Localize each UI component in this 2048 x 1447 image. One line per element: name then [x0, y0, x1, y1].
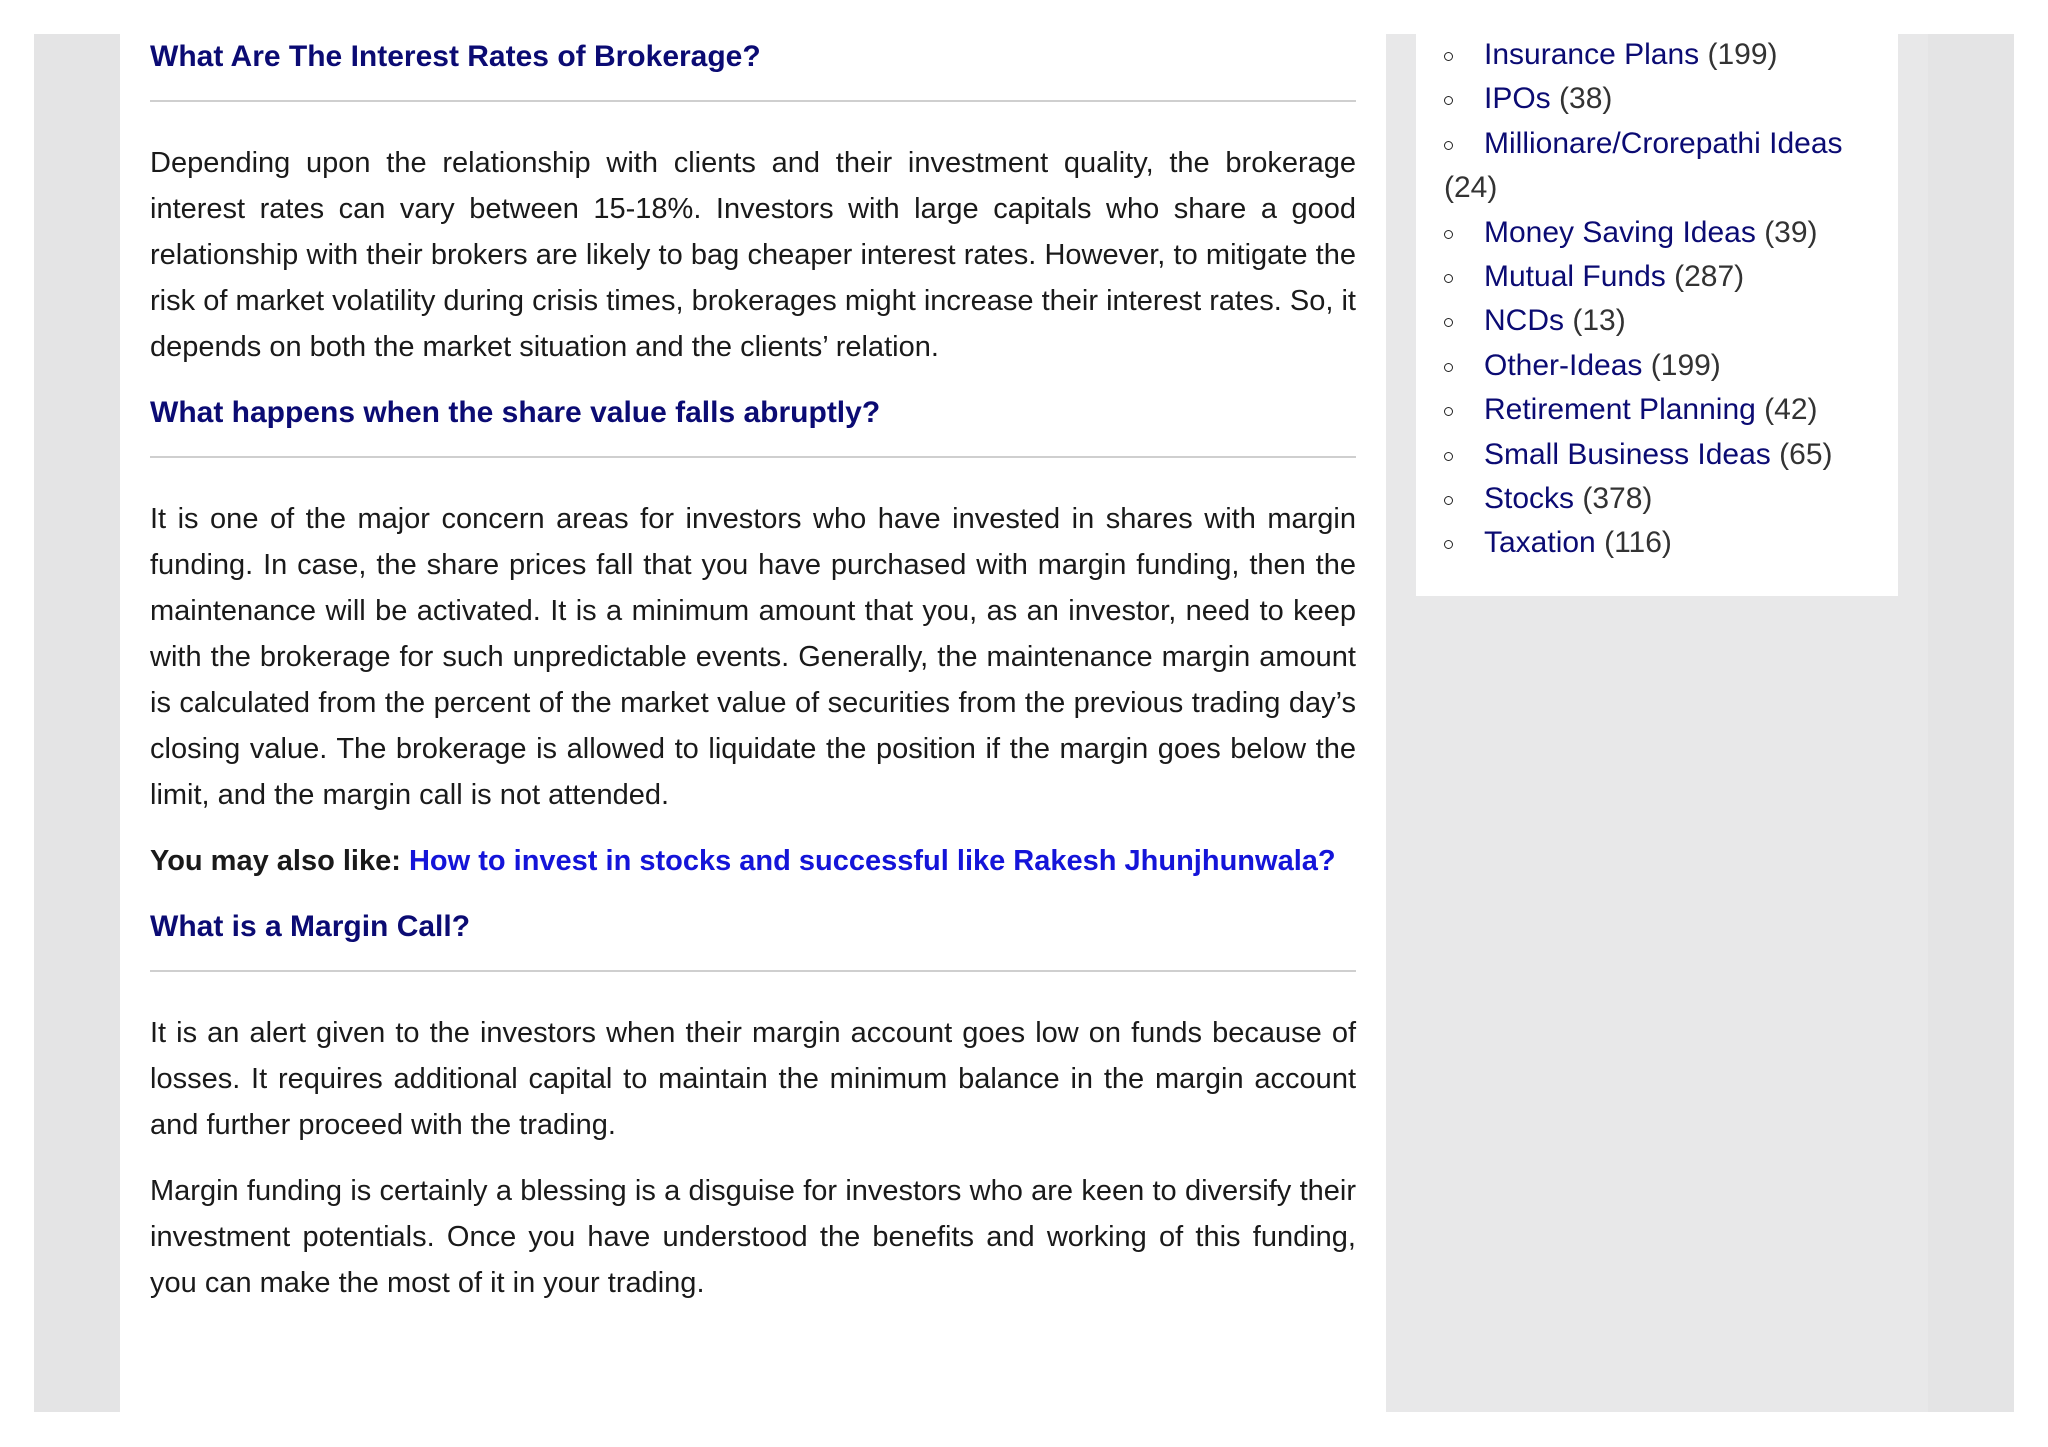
- category-count: (199): [1650, 348, 1721, 382]
- category-list: [1444, 33, 1864, 566]
- also-like-label: You may also like:: [150, 845, 401, 877]
- paragraph: It is an alert given to the investors when their margin account goes low on funds because of losses. It requires additional capital to maintain the minimum balance in the margin account and further proceed with the trading.: [150, 1017, 1356, 1141]
- category-link[interactable]: IPOs: [1484, 82, 1551, 116]
- paragraph: Margin funding is certainly a blessing is a disguise for investors who are keen to diversify their investment potentials. Once you have understood the benefits and working of this funding, you can make the most of it in your trading.: [150, 1175, 1356, 1299]
- circle-bullet-icon: [1444, 407, 1453, 416]
- list-item: [1444, 344, 1864, 388]
- category-link[interactable]: Taxation: [1484, 526, 1596, 560]
- category-count: (42): [1764, 393, 1818, 427]
- circle-bullet-icon: [1444, 141, 1453, 150]
- list-item: [1444, 77, 1864, 121]
- category-count: (65): [1779, 437, 1833, 471]
- category-link[interactable]: Other-Ideas: [1484, 348, 1643, 382]
- category-link[interactable]: NCDs: [1484, 304, 1564, 338]
- circle-bullet-icon: [1444, 452, 1453, 461]
- category-link[interactable]: Money Saving Ideas: [1484, 215, 1756, 249]
- category-count: (13): [1572, 304, 1626, 338]
- category-count: (24): [1444, 171, 1498, 205]
- category-link[interactable]: Retirement Planning: [1484, 393, 1756, 427]
- list-item: [1444, 255, 1864, 299]
- category-count: (39): [1764, 215, 1818, 249]
- section-heading-interest-rates: What Are The Interest Rates of Brokerage?: [150, 40, 761, 73]
- list-item: [1444, 33, 1864, 77]
- section-heading-share-value-falls: What happens when the share value falls abruptly?: [150, 396, 881, 429]
- circle-bullet-icon: [1444, 274, 1453, 283]
- circle-bullet-icon: [1444, 52, 1453, 61]
- paragraph: It is one of the major concern areas for investors who have invested in shares with margin funding. In case, the share prices fall that you have purchased with margin funding, then the maintenance will be activated. It is a minimum amount that you, as an investor, need to keep with the brokerage for such unpredictable events. Generally, the maintenance margin amount is calculated from the percent of the market value of securities from the previous trading day’s closing value. The brokerage is allowed to liquidate the position if the margin goes below the limit, and the margin call is not attended.: [150, 503, 1356, 811]
- circle-bullet-icon: [1444, 318, 1453, 327]
- category-link[interactable]: Millionare/Crorepathi Ideas: [1484, 126, 1843, 160]
- category-count: (116): [1604, 526, 1672, 560]
- list-item: [1444, 477, 1864, 521]
- circle-bullet-icon: [1444, 540, 1453, 549]
- category-link[interactable]: Mutual Funds: [1484, 260, 1666, 294]
- category-count: (38): [1559, 82, 1613, 116]
- also-like-callout: [150, 838, 1356, 884]
- category-count: (378): [1582, 482, 1653, 516]
- category-link[interactable]: Stocks: [1484, 482, 1575, 516]
- category-count: (287): [1674, 260, 1745, 294]
- circle-bullet-icon: [1444, 230, 1453, 239]
- category-link[interactable]: Small Business Ideas: [1484, 437, 1771, 471]
- category-count: (199): [1707, 38, 1778, 71]
- paragraph: Depending upon the relationship with clients and their investment quality, the brokerage interest rates can vary between 15-18%. Investors with large capitals who share a good relationship with their brokers are likely to bag cheaper interest rates. However, to mitigate the risk of market volatility during crisis times, brokerages might increase their interest rates. So, it depends on both the market situation and the clients’ relation.: [150, 147, 1356, 363]
- circle-bullet-icon: [1444, 363, 1453, 372]
- list-item: [1444, 388, 1864, 432]
- list-item: [1444, 211, 1864, 255]
- list-item: [1444, 433, 1864, 477]
- category-link[interactable]: Insurance Plans: [1484, 38, 1700, 71]
- list-item: [1444, 122, 1864, 211]
- circle-bullet-icon: [1444, 96, 1453, 105]
- list-item: [1444, 521, 1864, 565]
- section-heading-margin-call: What is a Margin Call?: [150, 910, 471, 943]
- article-body: [150, 34, 1356, 1306]
- also-like-link[interactable]: How to invest in stocks and successful like Rakesh Jhunjhunwala?: [408, 845, 1336, 877]
- list-item: [1444, 299, 1864, 343]
- circle-bullet-icon: [1444, 496, 1453, 505]
